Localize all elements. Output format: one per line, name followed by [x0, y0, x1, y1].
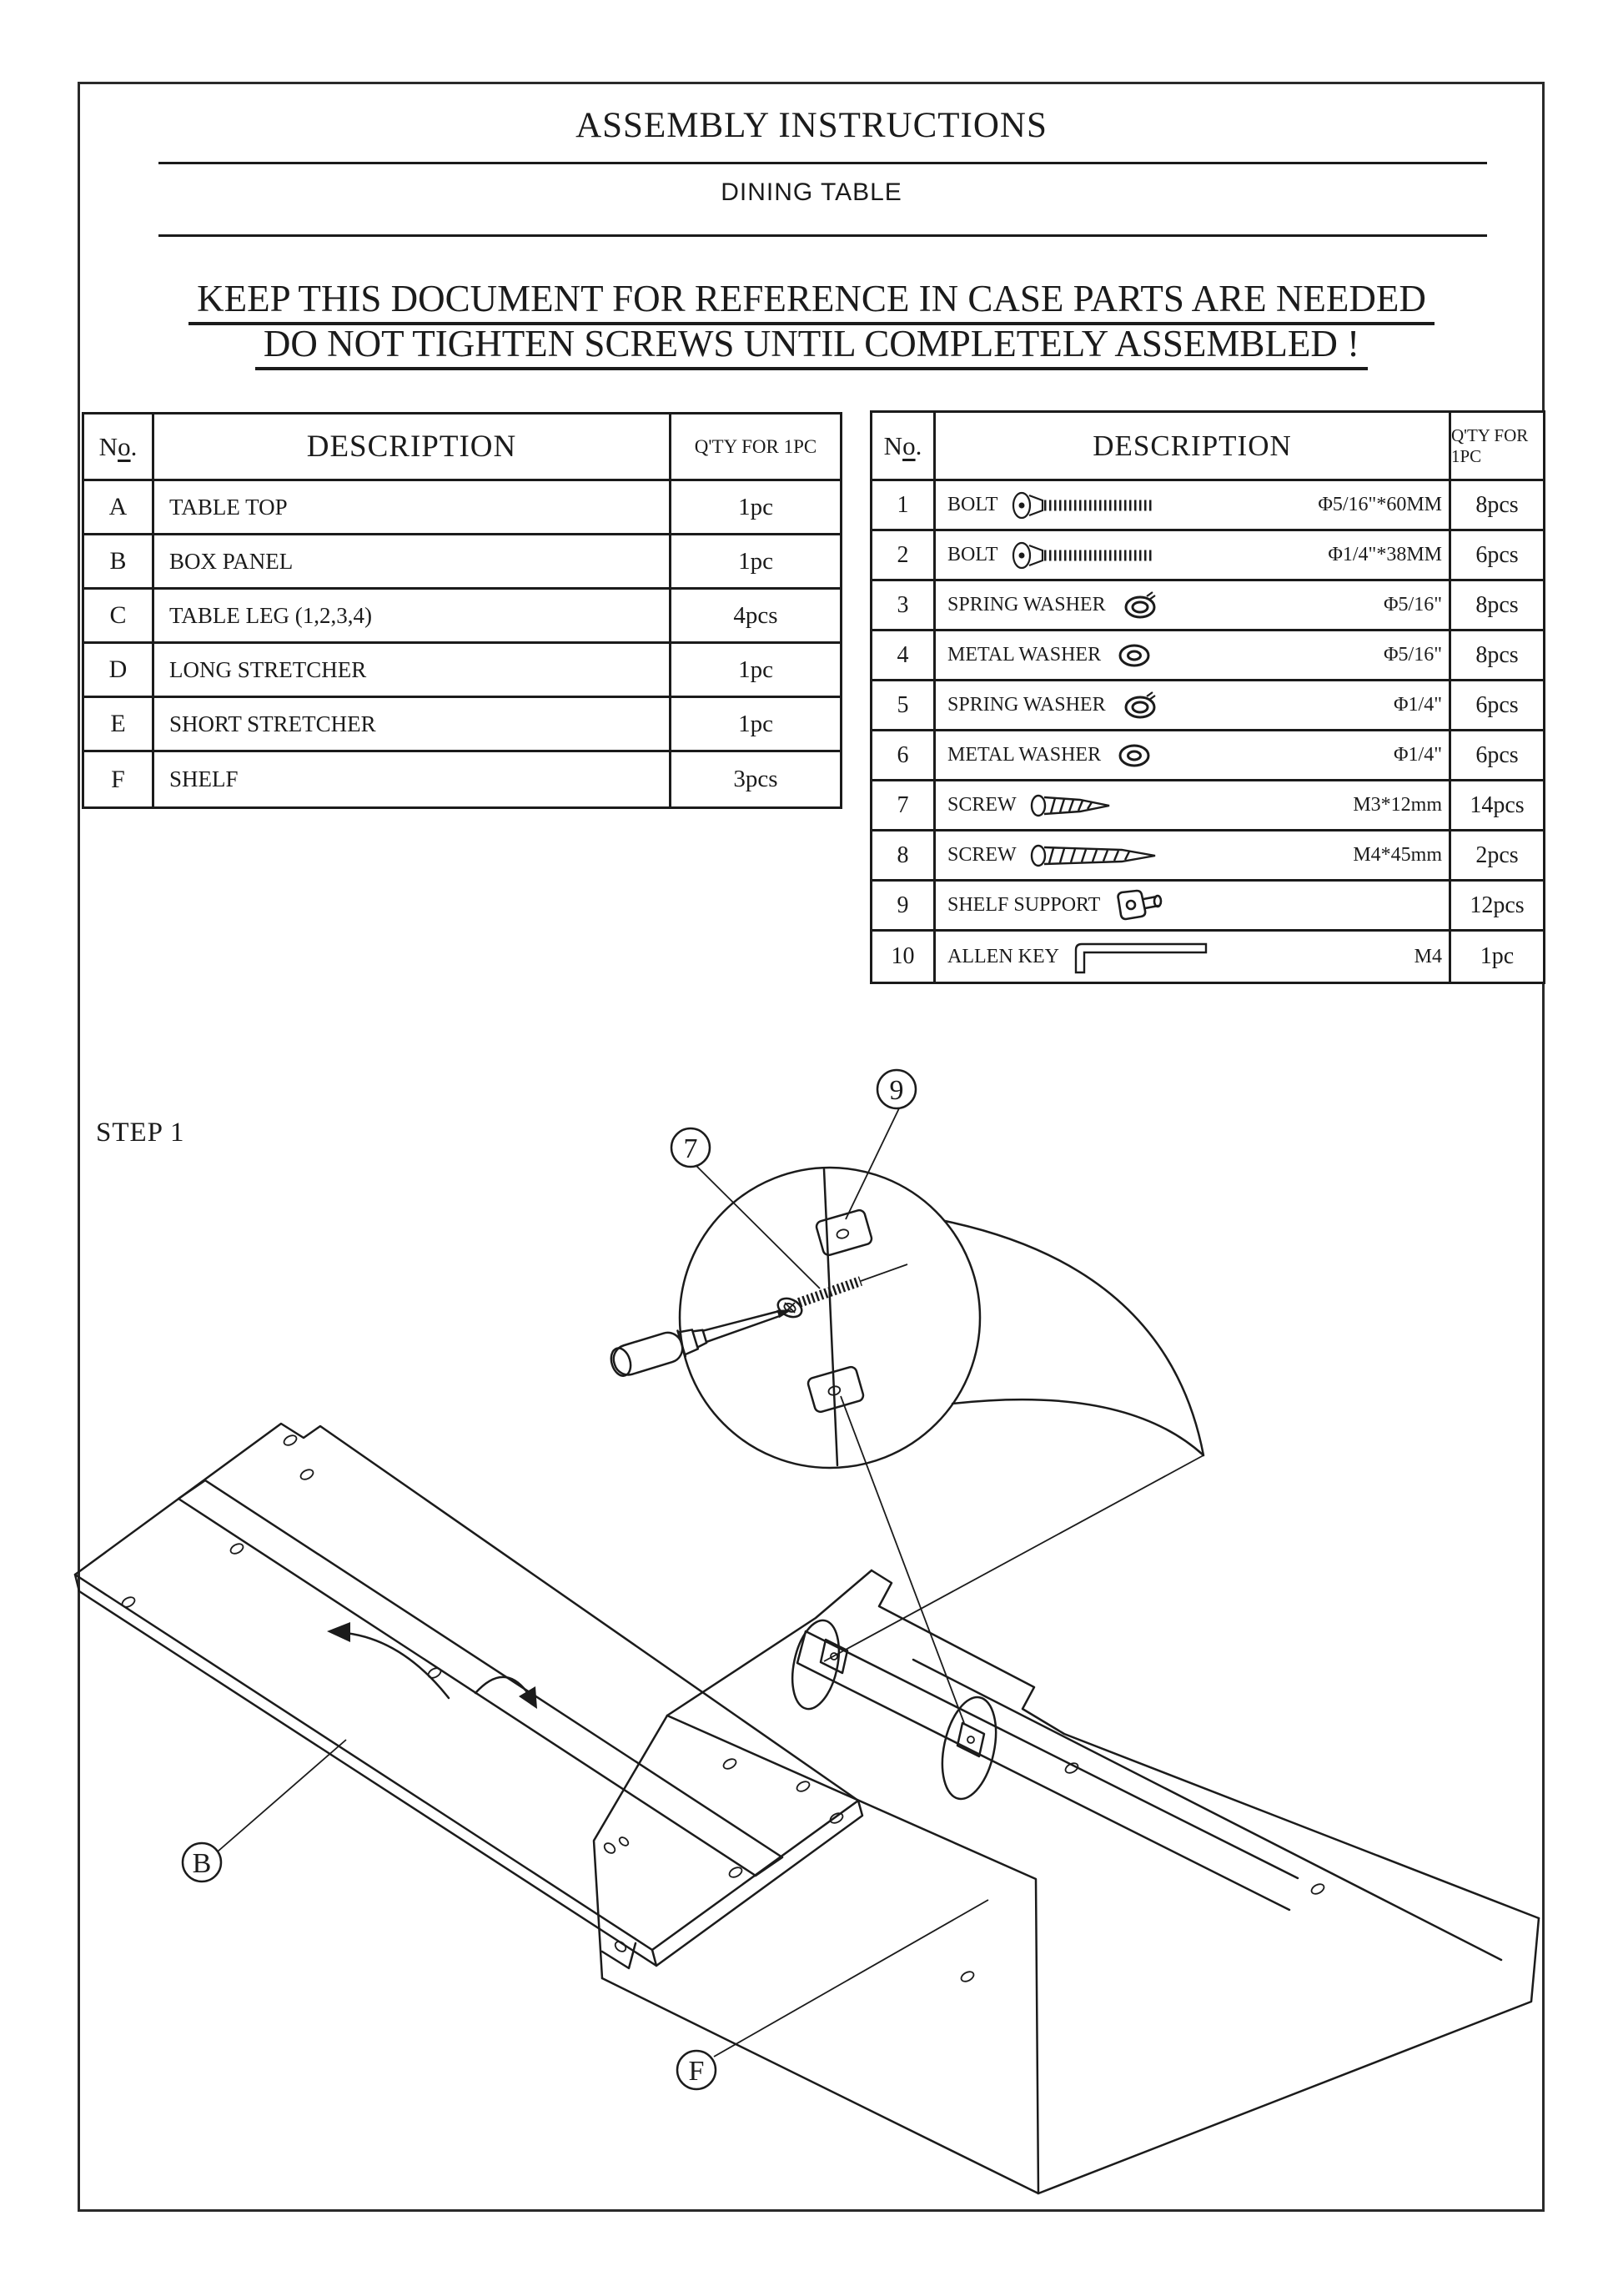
hardware-spec: M3*12mm	[1353, 794, 1442, 816]
shelf-holes	[602, 1757, 1325, 1983]
hardware-name: SPRING WASHER	[947, 694, 1106, 716]
row-description: SHELF	[154, 752, 671, 806]
column-header-qty: Q'TY FOR 1PC	[1451, 413, 1543, 481]
column-header-no: N o .	[84, 414, 154, 481]
row-qty: 8pcs	[1451, 481, 1543, 531]
row-qty: 8pcs	[1451, 581, 1543, 631]
row-qty: 1pc	[671, 481, 840, 535]
screw-drawing	[775, 1264, 907, 1320]
label-f	[677, 1900, 988, 2089]
row-no: 6	[872, 731, 936, 781]
warning-line-2: DO NOT TIGHTEN SCREWS UNTIL COMPLETELY ASSEMBLED !	[0, 322, 1623, 370]
row-no: B	[84, 535, 154, 590]
hardware-name: SCREW	[947, 844, 1017, 866]
row-no: C	[84, 590, 154, 644]
row-no: E	[84, 698, 154, 752]
svg-text:B: B	[192, 1848, 212, 1879]
row-qty: 1pc	[671, 535, 840, 590]
row-qty: 4pcs	[671, 590, 840, 644]
row-no: 3	[872, 581, 936, 631]
svg-text:F: F	[688, 2056, 705, 2087]
column-header-qty: Q'TY FOR 1PC	[671, 414, 840, 481]
row-no: 8	[872, 831, 936, 882]
hardware-name: SPRING WASHER	[947, 594, 1106, 615]
row-qty: 1pc	[671, 644, 840, 698]
column-header-description: DESCRIPTION	[154, 414, 671, 481]
row-no: 1	[872, 481, 936, 531]
row-qty: 6pcs	[1451, 731, 1543, 781]
hardware-name: SHELF SUPPORT	[947, 894, 1101, 916]
hardware-name: BOLT	[947, 544, 998, 565]
fold-arrow-right	[475, 1677, 537, 1709]
screwdriver-drawing	[608, 1295, 797, 1379]
hardware-spec: Φ5/16"*60MM	[1318, 494, 1442, 515]
hardware-spec: M4*45mm	[1353, 844, 1442, 866]
page-title: ASSEMBLY INSTRUCTIONS	[575, 106, 1048, 145]
hardware-spec: M4	[1414, 945, 1442, 967]
row-description: SHORT STRETCHER	[154, 698, 671, 752]
warning-line-1: KEEP THIS DOCUMENT FOR REFERENCE IN CASE PARTS ARE NEEDED	[0, 277, 1623, 325]
callout-7	[671, 1128, 820, 1289]
row-no: 10	[872, 932, 936, 982]
row-no: 7	[872, 781, 936, 831]
row-qty: 3pcs	[733, 766, 778, 792]
row-qty: 2pcs	[1451, 831, 1543, 882]
highlight-ellipse-left	[785, 1616, 846, 1713]
column-header-description: DESCRIPTION	[936, 413, 1451, 481]
row-description: LONG STRETCHER	[154, 644, 671, 698]
hardware-spec: Φ1/4"	[1393, 744, 1442, 766]
magnifier-detail	[608, 1070, 1203, 1723]
row-qty: 6pcs	[1451, 531, 1543, 581]
page-subtitle: DINING TABLE	[721, 178, 902, 206]
panel-holes	[121, 1434, 845, 1825]
hardware-spec: Φ1/4"*38MM	[1328, 544, 1442, 565]
row-qty: 12pcs	[1451, 882, 1543, 932]
row-description: TABLE LEG (1,2,3,4)	[154, 590, 671, 644]
column-header-no: N o .	[872, 413, 936, 481]
box-panel-b-drawing	[75, 1424, 862, 1966]
shelf-f-drawing	[594, 1570, 1539, 2193]
shelf-support-plates	[821, 1640, 984, 1756]
row-description: TABLE TOP	[154, 481, 671, 535]
hardware-spec: Φ5/16"	[1383, 594, 1442, 615]
row-no: 4	[872, 631, 936, 681]
row-no: 9	[872, 882, 936, 932]
hardware-name: SCREW	[947, 794, 1017, 816]
row-qty: 1pc	[671, 698, 840, 752]
row-no: F	[84, 752, 154, 806]
hardware-spec: Φ5/16"	[1383, 644, 1442, 666]
fold-arrow-left	[327, 1622, 449, 1698]
row-no: 5	[872, 681, 936, 731]
callout-9	[846, 1070, 916, 1219]
row-no: 2	[872, 531, 936, 581]
row-qty: 1pc	[1480, 943, 1515, 969]
hardware-spec: Φ1/4"	[1393, 694, 1442, 716]
svg-text:9: 9	[889, 1075, 904, 1106]
row-description: BOX PANEL	[154, 535, 671, 590]
hardware-name: BOLT	[947, 494, 998, 515]
row-no: A	[84, 481, 154, 535]
bracket-upper	[815, 1209, 872, 1257]
row-qty: 6pcs	[1451, 681, 1543, 731]
hardware-name: METAL WASHER	[947, 744, 1102, 766]
step-title: STEP 1	[96, 1118, 185, 1148]
row-qty: 8pcs	[1451, 631, 1543, 681]
hardware-name: METAL WASHER	[947, 644, 1102, 666]
row-no: D	[84, 644, 154, 698]
hardware-name: ALLEN KEY	[947, 945, 1059, 967]
svg-text:7: 7	[683, 1133, 698, 1164]
label-b	[183, 1740, 346, 1882]
row-qty: 14pcs	[1451, 781, 1543, 831]
